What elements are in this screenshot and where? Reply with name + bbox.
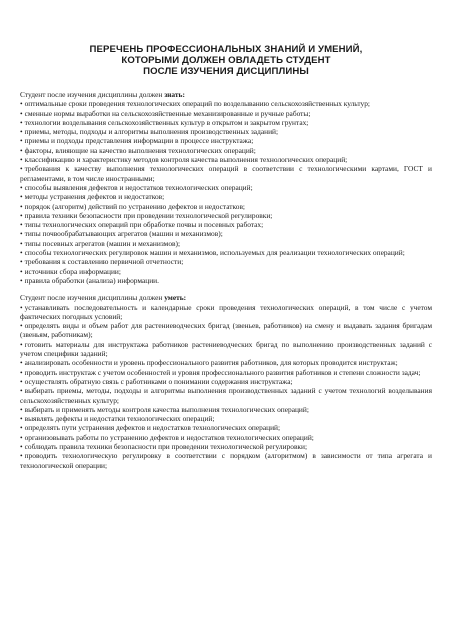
- can-list-item: [20, 321, 432, 340]
- bullet-icon: •: [20, 155, 23, 165]
- know-item-text: источники сбора информации;: [24, 266, 121, 276]
- know-item-text: способы технологических регулировок машин и механизмов, используемых для реализации технологических операций;: [24, 248, 405, 258]
- bullet-icon: •: [20, 210, 23, 220]
- can-item-text: организовывать работы по устранению дефектов и недостатков технологических операций;: [24, 432, 314, 442]
- know-list-item: [20, 220, 432, 229]
- bullet-icon: •: [20, 376, 23, 386]
- bullet-icon: •: [20, 164, 23, 174]
- bullet-icon: •: [20, 404, 23, 414]
- can-list-item: [20, 303, 432, 322]
- know-item-text: порядок (алгоритм) действий по устранению дефектов и недостатков;: [24, 201, 245, 211]
- can-item-text: выбирать приемы, методы, подходы и алгоритмы выполнения производственных заданий с учетом технологий возделывания сельскохозяйственных культур;: [20, 386, 432, 405]
- know-list-item: [20, 257, 432, 266]
- know-list-item: [20, 155, 432, 164]
- know-item-text: приемы, методы, подходы и алгоритмы выполнения производственных заданий;: [24, 127, 279, 137]
- know-item-text: типы почвообрабатывающих агрегатов (машин и механизмов);: [24, 229, 223, 239]
- can-item-text: анализировать особенности и уровень профессионального развития работников, для которых проводится инструктаж;: [24, 358, 398, 368]
- bullet-icon: •: [20, 266, 23, 276]
- can-item-text: определять пути устранения дефектов и недостатков технологических операций;: [24, 423, 281, 433]
- know-item-text: правила техники безопасности при проведении технологической регулировки;: [24, 210, 273, 220]
- bullet-icon: •: [20, 451, 23, 461]
- know-intro: Студент после изучения дисциплины должен знать:: [20, 90, 185, 99]
- bullet-icon: •: [20, 201, 23, 211]
- can-intro: Студент после изучения дисциплины должен уметь:: [20, 293, 187, 303]
- know-item-text: технологии возделывания сельскохозяйственных культур в открытом и закрытом грунтах;: [24, 117, 309, 127]
- know-list-item: [20, 183, 432, 192]
- know-list: [20, 99, 432, 285]
- can-item-text: проводить инструктаж с учетом особенностей и уровня профессионального развития работников и степени сложности задач;: [24, 367, 421, 377]
- know-list-item: [20, 276, 432, 285]
- bullet-icon: •: [20, 358, 23, 368]
- know-item-text: оптимальные сроки проведения технологических операций по возделыванию сельскохозяйственных культур;: [24, 99, 370, 109]
- know-list-item: [20, 267, 432, 276]
- bullet-icon: •: [20, 127, 23, 137]
- can-item-text: выбирать и применять методы контроля качества выполнения технологических операций;: [24, 404, 309, 414]
- can-list-item: [20, 368, 432, 377]
- title-line-1: ПЕРЕЧЕНЬ ПРОФЕССИОНАЛЬНЫХ ЗНАНИЙ И УМЕНИЙ,: [89, 44, 363, 55]
- can-list-item: [20, 340, 432, 359]
- bullet-icon: •: [20, 136, 23, 146]
- can-list: [20, 303, 432, 470]
- can-item-text: устанавливать последовательность и календарные сроки проведения технологических операций, в том числе с учетом фактических погодных условий;: [20, 302, 432, 321]
- can-list-item: [20, 442, 432, 451]
- document-page: [20, 44, 432, 470]
- can-list-item: [20, 433, 432, 442]
- can-list-item: [20, 386, 432, 405]
- bullet-icon: •: [20, 248, 23, 258]
- know-list-item: [20, 99, 432, 108]
- bullet-icon: •: [20, 432, 23, 442]
- can-keyword: уметь:: [164, 293, 187, 303]
- bullet-icon: •: [20, 386, 23, 396]
- know-item-text: типы посевных агрегатов (машин и механизмов);: [24, 238, 181, 248]
- know-list-item: [20, 127, 432, 136]
- know-list-item: [20, 211, 432, 220]
- bullet-icon: •: [20, 238, 23, 248]
- bullet-icon: •: [20, 99, 23, 109]
- bullet-icon: •: [20, 220, 23, 230]
- title-line-3: ПОСЛЕ ИЗУЧЕНИЯ ДИСЦИПЛИНЫ: [143, 66, 309, 77]
- know-list-item: [20, 229, 432, 238]
- bullet-icon: •: [20, 441, 23, 451]
- can-item-text: проводить технологическую регулировку в соответствии с порядком (алгоритмом) в зависимости от типа агрегата и технологической операции;: [20, 451, 432, 470]
- bullet-icon: •: [20, 275, 23, 285]
- know-item-text: правила обработки (анализа) информации.: [24, 275, 159, 285]
- bullet-icon: •: [20, 117, 23, 127]
- know-item-text: факторы, влияющие на качество выполнения технологических операций;: [24, 145, 256, 155]
- bullet-icon: •: [20, 229, 23, 239]
- can-list-item: [20, 451, 432, 470]
- bullet-icon: •: [20, 414, 23, 424]
- know-list-item: [20, 146, 432, 155]
- know-item-text: требования к качеству выполнения технологических операций в соответствии с технологическими картами, ГОСТ и регламентами, в том числе иностранными;: [20, 164, 432, 183]
- bullet-icon: •: [20, 108, 23, 118]
- can-item-text: определять виды и объем работ для растениеводческих бригад (звеньев, работников) на смену и выдавать задания бригадам (звеньям, работникам);: [20, 321, 432, 340]
- bullet-icon: •: [20, 302, 23, 312]
- can-list-item: [20, 358, 432, 367]
- bullet-icon: •: [20, 192, 23, 202]
- know-item-text: сменные нормы выработки на сельскохозяйственные механизированные и ручные работы;: [24, 108, 311, 118]
- know-item-text: способы выявления дефектов и недостатков технологических операций;: [24, 182, 253, 192]
- know-item-text: требования к составлению первичной отчетности;: [24, 257, 184, 267]
- can-item-text: осуществлять обратную связь с работниками о понимании содержания инструктажа;: [24, 376, 293, 386]
- can-item-text: готовить материалы для инструктажа работников растениеводческих бригад по выполнению производственных заданий с учетом специфики заданий;: [20, 339, 432, 359]
- bullet-icon: •: [20, 339, 23, 349]
- know-item-text: классификацию и характеристику методов контроля качества выполнения технологических операций;: [24, 155, 348, 165]
- know-item-text: приемы и подходы представления информации в процессе инструктажа;: [24, 136, 254, 146]
- know-list-item: [20, 109, 432, 118]
- title-line-2: КОТОРЫМИ ДОЛЖЕН ОВЛАДЕТЬ СТУДЕНТ: [121, 55, 331, 66]
- know-list-item: [20, 239, 432, 248]
- know-list-item: [20, 192, 432, 201]
- know-list-item: [20, 202, 432, 211]
- can-list-item: [20, 423, 432, 432]
- can-list-item: [20, 377, 432, 386]
- page-title: [20, 44, 432, 77]
- know-item-text: методы устранения дефектов и недостатков;: [24, 192, 165, 202]
- know-keyword: знать:: [164, 90, 185, 99]
- bullet-icon: •: [20, 321, 23, 331]
- can-list-item: [20, 405, 432, 414]
- bullet-icon: •: [20, 257, 23, 267]
- bullet-icon: •: [20, 145, 23, 155]
- bullet-icon: •: [20, 367, 23, 377]
- know-list-item: [20, 248, 432, 257]
- can-list-item: [20, 414, 432, 423]
- bullet-icon: •: [20, 182, 23, 192]
- know-item-text: типы технологических операций при обработке почвы и посевных работах;: [24, 220, 264, 230]
- section-gap: [20, 285, 432, 293]
- know-list-item: [20, 164, 432, 183]
- bullet-icon: •: [20, 423, 23, 433]
- know-list-item: [20, 136, 432, 145]
- can-item-text: выявлять дефекты и недостатки технологических операций;: [24, 414, 215, 424]
- can-item-text: соблюдать правила техники безопасности при проведении технологической регулировки;: [24, 441, 308, 451]
- know-list-item: [20, 118, 432, 127]
